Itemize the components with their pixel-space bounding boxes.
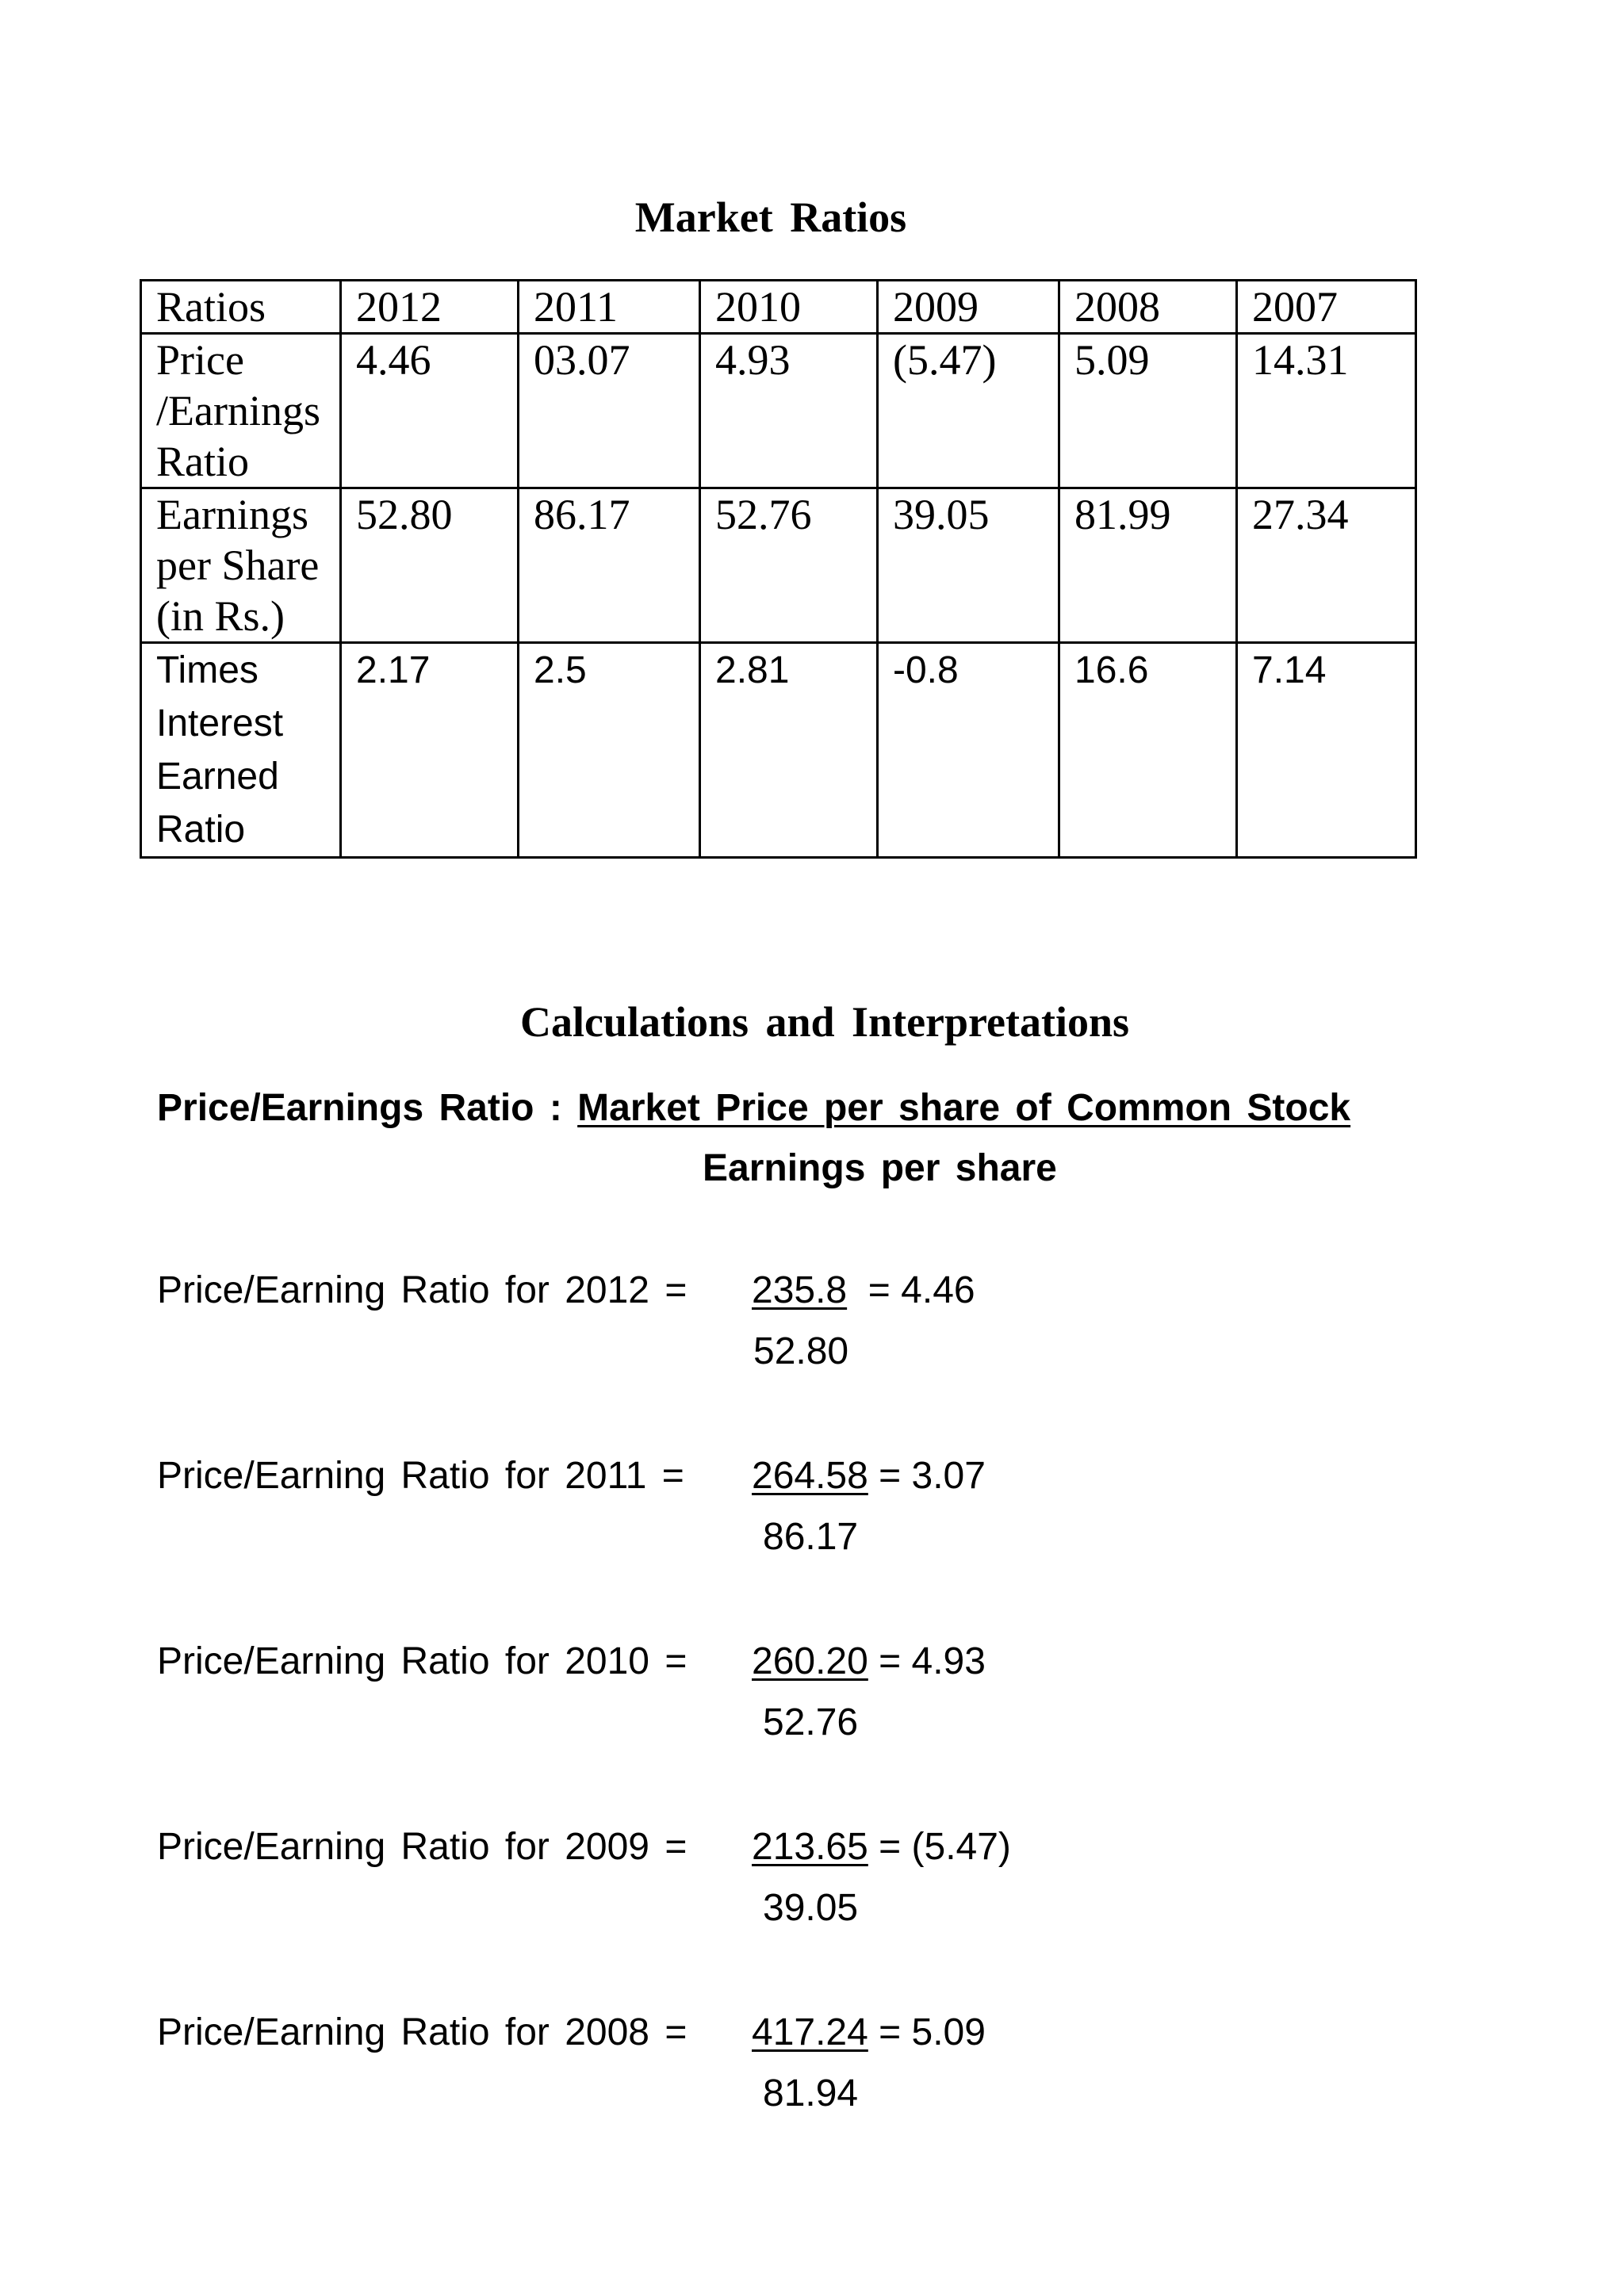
table-cell: 39.05	[878, 488, 1059, 643]
table-cell: 52.76	[700, 488, 878, 643]
calc-fraction	[752, 1269, 975, 1312]
calc-denominator: 52.80	[753, 1330, 849, 1372]
formula-numerator: Market Price per share of Common Stock	[577, 1087, 1351, 1129]
calc-label: Price/Earning Ratio for 2009 =	[157, 1826, 688, 1868]
formula-line	[157, 1086, 1350, 1130]
table-cell: 2.5	[519, 643, 700, 858]
calculations-heading: Calculations and Interpretations	[519, 998, 1130, 1046]
formula-label: Price/Earnings Ratio :	[157, 1087, 578, 1129]
row-label: Earnings per Share (in Rs.)	[141, 488, 341, 643]
table-cell: (5.47)	[878, 334, 1059, 488]
calc-denominator: 86.17	[763, 1516, 859, 1558]
table-cell: 16.6	[1059, 643, 1237, 858]
header-cell: 2007	[1237, 281, 1416, 334]
table-cell: 7.14	[1237, 643, 1416, 858]
table-cell: 4.93	[700, 334, 878, 488]
calc-result: = 3.07	[868, 1455, 986, 1497]
table-cell: 81.99	[1059, 488, 1237, 643]
table-cell: 52.80	[341, 488, 519, 643]
table-cell: 2.17	[341, 643, 519, 858]
calc-denominator: 39.05	[763, 1887, 859, 1929]
table-row	[141, 334, 1416, 488]
row-label: Times Interest Earned Ratio	[141, 643, 341, 858]
calc-denominator: 81.94	[763, 2072, 859, 2114]
calc-numerator: 417.24	[752, 2011, 868, 2053]
calc-numerator: 213.65	[752, 1826, 868, 1868]
table-row	[141, 488, 1416, 643]
calc-result: = (5.47)	[868, 1826, 1011, 1868]
header-cell: 2012	[341, 281, 519, 334]
table-cell: 86.17	[519, 488, 700, 643]
market-ratios-table	[140, 279, 1417, 859]
calc-result: = 5.09	[868, 2011, 986, 2053]
calc-label: Price/Earning Ratio for 2008 =	[157, 2011, 688, 2053]
calc-label: Price/Earning Ratio for 2010 =	[157, 1640, 688, 1682]
table-cell: 27.34	[1237, 488, 1416, 643]
page-title: Market Ratios	[634, 193, 907, 241]
formula-denominator: Earnings per share	[703, 1147, 1057, 1189]
calc-result: = 4.46	[847, 1269, 975, 1311]
table-header-row	[141, 281, 1416, 334]
calc-fraction	[752, 1825, 1011, 1869]
header-cell: 2009	[878, 281, 1059, 334]
row-label: Price /Earnings Ratio	[141, 334, 341, 488]
table-cell: 2.81	[700, 643, 878, 858]
calc-denominator: 52.76	[763, 1701, 859, 1743]
calc-result: = 4.93	[868, 1640, 986, 1682]
header-cell: 2010	[700, 281, 878, 334]
calc-fraction	[752, 1454, 986, 1498]
header-cell: Ratios	[141, 281, 341, 334]
calc-fraction	[752, 1640, 986, 1683]
header-cell: 2011	[519, 281, 700, 334]
calc-fraction	[752, 2011, 986, 2054]
table-cell: 03.07	[519, 334, 700, 488]
calc-numerator: 260.20	[752, 1640, 868, 1682]
calc-label: Price/Earning Ratio for 2011 =	[157, 1455, 684, 1497]
table-cell: -0.8	[878, 643, 1059, 858]
calc-label: Price/Earning Ratio for 2012 =	[157, 1269, 688, 1311]
table-cell: 14.31	[1237, 334, 1416, 488]
table-cell: 5.09	[1059, 334, 1237, 488]
header-cell: 2008	[1059, 281, 1237, 334]
calc-numerator: 264.58	[752, 1455, 868, 1497]
table-row	[141, 643, 1416, 858]
calc-numerator: 235.8	[752, 1269, 848, 1311]
table-cell: 4.46	[341, 334, 519, 488]
